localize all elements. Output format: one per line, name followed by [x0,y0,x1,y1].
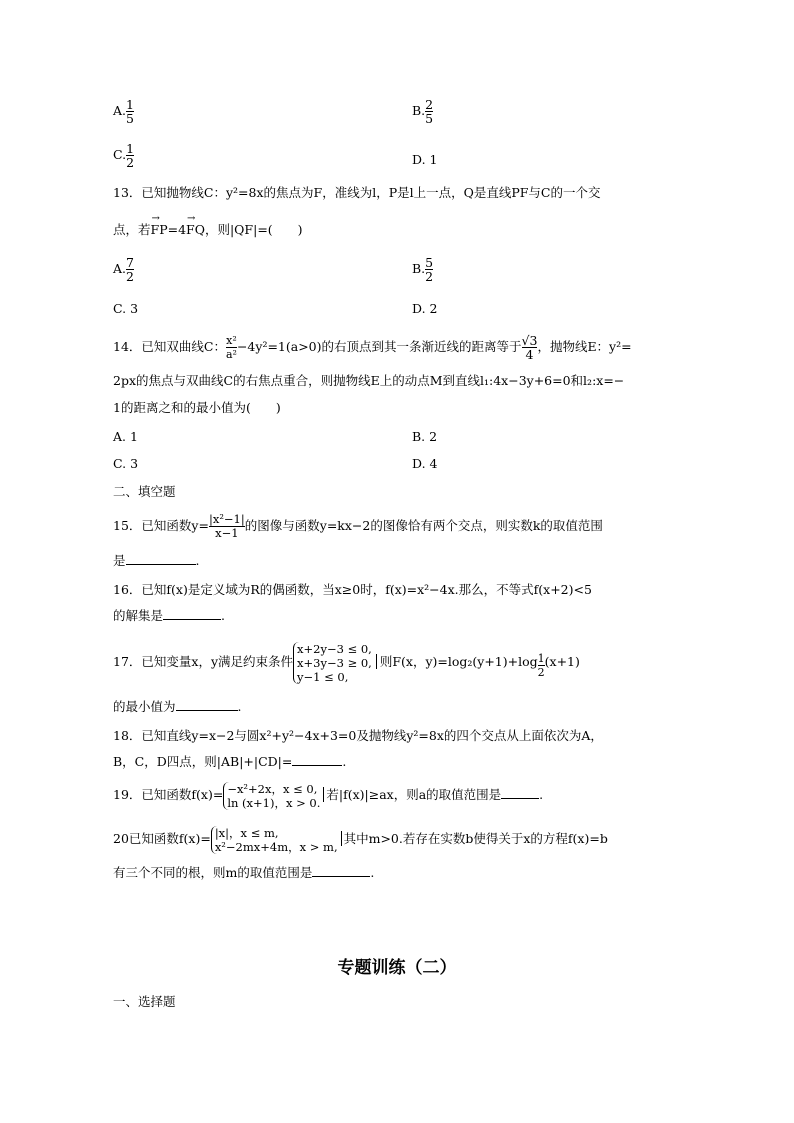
q12-option-d: D. 1 [412,152,438,167]
text: 17．已知变量x，y满足约束条件 [113,654,294,669]
answer-blank[interactable] [292,753,342,766]
text: 的解集是 [113,608,164,623]
answer-blank[interactable] [501,786,539,799]
case-2: x²−2mx+4m，x > m, [214,839,338,854]
q13-option-c: C. 3 [113,301,139,316]
denominator: 2 [126,155,135,170]
text: . [342,754,347,769]
q14-option-b: B. 2 [412,429,438,444]
text: 14．已知双曲线C： [113,339,226,354]
q15-stem-line1 [113,508,603,544]
option-label: B. [412,261,426,276]
text: 19．已知函数f(x)= [113,787,224,802]
answer-blank[interactable] [312,864,370,877]
case-1: |x|，x ≤ m, [214,825,279,840]
text: 则F(x，y)=log₂(y+1)+log [376,654,538,669]
piecewise-definition [223,782,320,810]
text: 15．已知函数y= [113,518,209,533]
fraction [126,256,134,283]
answer-blank[interactable] [163,607,221,620]
q13-stem-line1: 13．已知抛物线C：y²=8x的焦点为F，准线为l，P是l上一点，Q是直线PF与C的一个交 [113,185,601,200]
q13-stem-line2 [113,221,303,239]
denominator: 2 [425,269,434,284]
denominator: a² [225,348,237,361]
q16-stem-line2 [113,607,225,625]
text: 点，若 [113,222,151,237]
text: ，抛物线E：y²= [537,339,632,354]
fraction [209,513,245,540]
q14-stem-line1 [113,329,632,365]
numerator: 1 [126,97,134,112]
q13-option-d: D. 2 [412,301,438,316]
piecewise-definition [211,826,338,854]
fraction [538,652,545,679]
numerator: 2 [425,97,434,112]
numerator: x² [226,334,237,347]
denominator: 2 [537,666,545,679]
q18-stem-line1: 18．已知直线y=x−2与圆x²+y²−4x+3=0及抛物线y²=8x的四个交点从上面依次为A， [113,728,603,743]
option-label: C. [113,147,127,162]
option-label: A. [113,103,127,118]
text: . [370,865,375,880]
numerator: 7 [126,255,134,270]
q14-option-d: D. 4 [412,456,438,471]
q13-option-a [113,256,134,283]
section-heading-fill-blank: 二、填空题 [113,484,176,499]
constraint-3: y−1 ≤ 0, [297,669,349,684]
q20-stem-line2 [113,864,374,882]
q18-stem-line2 [113,753,346,771]
numerator: 1 [537,652,545,665]
text: . [237,699,242,714]
text: 20已知函数f(x)= [113,831,211,846]
case-2: ln (x+1)，x > 0. [227,795,321,810]
section-heading-multiple-choice: 一、选择题 [113,994,176,1009]
fraction [126,98,134,125]
text: 若|f(x)|≥ax，则a的取值范围是 [323,787,501,802]
fraction [126,142,134,169]
fraction [226,334,237,361]
text: 的最小值为 [113,699,176,714]
q14-option-a: A. 1 [113,429,138,444]
q20-stem-line1 [113,821,608,857]
text: B，C，D四点，则|AB|+|CD|= [113,754,293,769]
numerator: √3 [521,333,538,348]
constraint-2: x+3y−3 ≥ 0, [297,655,372,670]
text: 其中m>0.若存在实数b使得关于x的方程f(x)=b [341,831,608,846]
text: . [221,608,225,623]
q16-stem-line1: 16．已知f(x)是定义域为R的偶函数，当x≥0时，f(x)=x²−4x.那么，不等式f(x+2)<5 [113,582,592,597]
option-label: B. [412,103,426,118]
answer-blank[interactable] [176,698,238,711]
denominator: 5 [425,111,434,126]
option-label: A. [113,261,127,276]
fraction [522,334,538,361]
text: . [195,553,200,568]
q12-option-b [412,98,433,125]
constraint-system [293,642,372,684]
text: 是 [113,553,126,568]
q12-option-c [113,142,134,169]
answer-blank[interactable] [126,552,196,565]
q19-stem [113,777,543,813]
vector-fq: → FQ [186,221,205,239]
vector-fp: → FP [151,221,168,239]
fraction [425,256,433,283]
text: (x+1) [544,654,580,669]
q17-stem-line2 [113,698,242,716]
case-1: −x²+2x，x ≤ 0, [227,781,318,796]
text: −4y²=1(a>0)的右顶点到其一条渐近线的距离等于 [236,339,522,354]
fraction [425,98,433,125]
denominator: 5 [126,111,134,126]
denominator: 2 [126,269,134,284]
constraint-1: x+2y−3 ≤ 0, [297,641,372,656]
q15-stem-line2 [113,552,200,570]
numerator: 5 [425,255,434,270]
text: ，则|QF|=( ) [204,222,303,237]
q14-stem-line2: 2px的焦点与双曲线C的右焦点重合，则抛物线E上的动点M到直线l₁:4x−3y+6=0和l₂:x=− [113,373,625,388]
numerator: 1 [126,141,135,156]
q14-stem-line3: 1的距离之和的最小值为( ) [113,400,281,415]
q13-option-b [412,256,433,283]
q14-option-c: C. 3 [113,456,139,471]
numerator: |x²−1| [208,512,245,526]
denominator: x−1 [209,526,245,540]
q12-option-a [113,98,134,125]
text: . [539,787,544,802]
text: 的图像与函数y=kx−2的图像恰有两个交点，则实数k的取值范围 [244,518,603,533]
text: 有三个不同的根，则m的取值范围是 [113,865,313,880]
q17-stem-line1 [113,636,580,688]
text: =4 [167,222,187,237]
denominator: 4 [522,347,538,361]
section-title: 专题训练（二） [337,958,457,978]
